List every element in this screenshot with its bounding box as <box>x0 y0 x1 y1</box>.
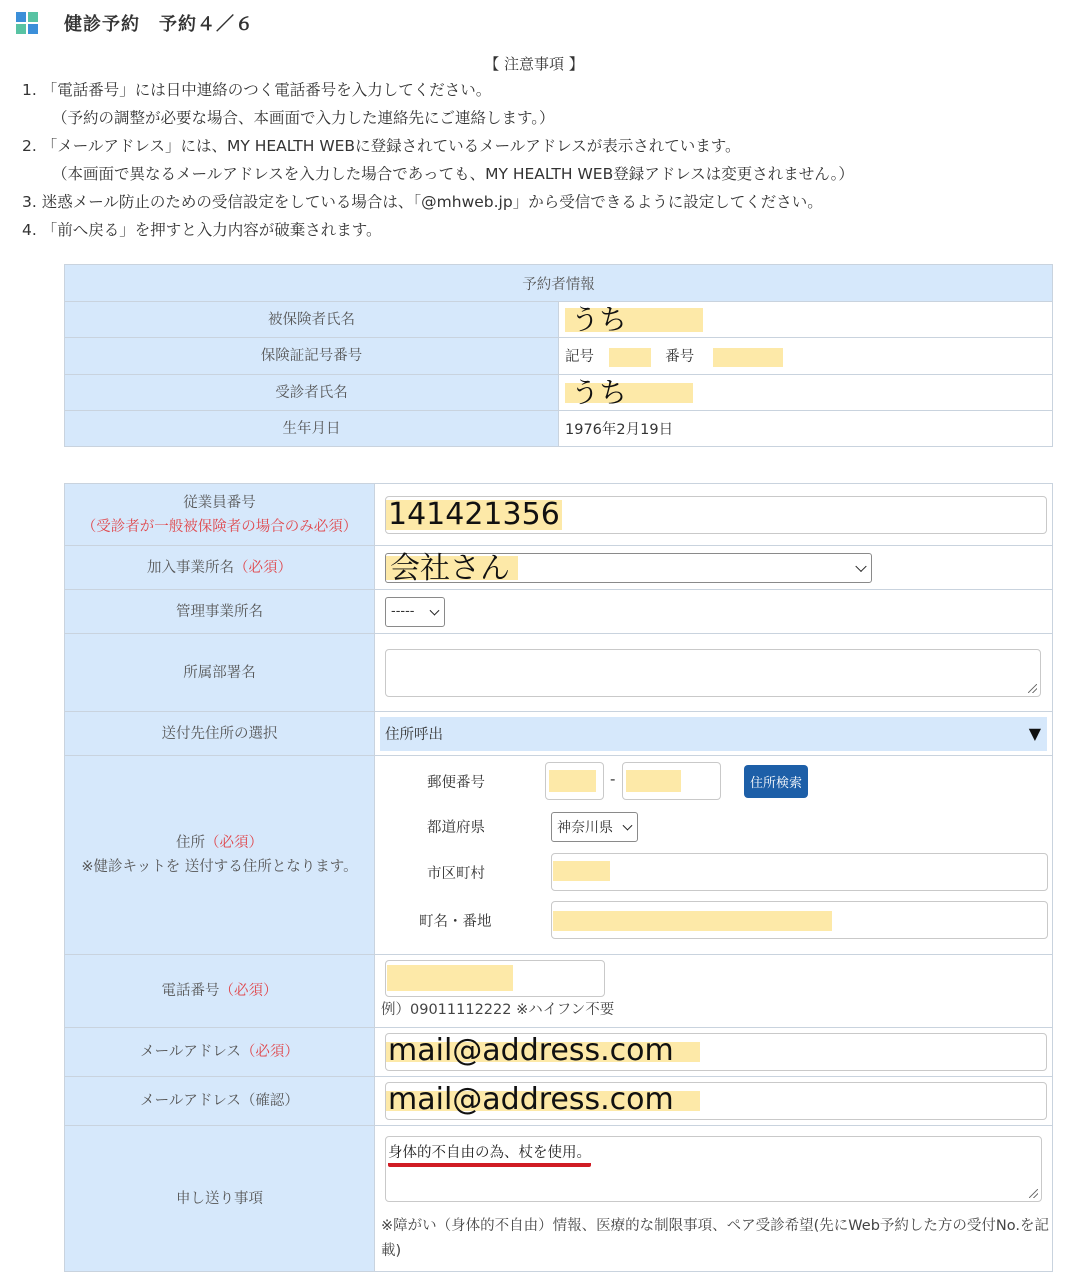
required-mark: （必須） <box>219 983 278 999</box>
phone-redaction <box>387 965 513 991</box>
card-number-value <box>559 338 1053 375</box>
resize-grip-icon[interactable] <box>1029 1189 1038 1198</box>
message-hint: ※障がい（身体的不自由）情報、医療的な制限事項、ペア受診希望(先にWeb予約した方の受付No.を記載) <box>381 1218 1049 1259</box>
mgmt-office-select-value: ----- <box>391 604 415 619</box>
employee-no-text: 141421356 <box>388 496 560 532</box>
chevron-down-icon <box>430 605 440 615</box>
reserver-info-table <box>64 264 1053 447</box>
phone-hint: 例）09011112222 ※ハイフン不要 <box>381 1002 615 1018</box>
email-confirm-input-value: mail@address.com <box>386 1091 700 1111</box>
triangle-down-icon: ▼ <box>1028 724 1041 743</box>
office-label-text: 加入事業所名 <box>147 559 234 576</box>
mgmt-office-select[interactable] <box>385 597 445 627</box>
office-label <box>65 546 375 590</box>
notice-list <box>22 76 1062 244</box>
notice-line: 4. 「前へ戻る」を押すと入力内容が破棄されます。 <box>22 221 382 239</box>
postal-second-redaction <box>626 770 681 792</box>
email-input[interactable] <box>385 1033 1047 1071</box>
page-header <box>16 10 254 36</box>
reservation-form-table <box>64 483 1053 1272</box>
notice-line: （予約の調整が必要な場合、本画面で入力した連絡先にご連絡します。） <box>52 109 555 127</box>
department-label: 所属部署名 <box>65 634 375 712</box>
section-title: 予約者情報 <box>65 265 1053 302</box>
prefecture-select-value: 神奈川県 <box>557 820 613 836</box>
card-symbol-redaction <box>609 348 651 367</box>
email-confirm-input[interactable] <box>385 1082 1047 1120</box>
email-label <box>65 1028 375 1077</box>
address-label <box>65 756 375 955</box>
insured-name-value <box>559 302 1053 338</box>
message-textarea[interactable] <box>385 1136 1042 1202</box>
birthdate-label: 生年月日 <box>65 411 559 447</box>
card-symbol-label: 記号 <box>565 349 594 366</box>
chevron-down-icon <box>623 821 633 831</box>
send-to-label: 送付先住所の選択 <box>65 712 375 756</box>
city-label: 市区町村 <box>427 865 485 882</box>
street-label: 町名・番地 <box>419 913 492 930</box>
insured-name-text: うち <box>565 308 703 332</box>
postal-code-second-input[interactable] <box>622 762 721 800</box>
message-text: 身体的不自由の為、杖を使用。 <box>388 1141 591 1167</box>
required-mark: （必須） <box>240 1044 299 1060</box>
message-label: 申し送り事項 <box>65 1126 375 1272</box>
phone-label-text: 電話番号 <box>161 983 220 999</box>
prefecture-label: 都道府県 <box>427 819 485 836</box>
card-number-sub-label: 番号 <box>665 349 695 366</box>
grid-logo-icon <box>16 12 38 34</box>
department-textarea[interactable] <box>385 649 1041 697</box>
street-input[interactable] <box>551 901 1048 939</box>
send-to-select-value: 住所呼出 <box>385 727 443 743</box>
employee-no-note: （受診者が一般被保険者の場合のみ必須） <box>81 518 358 535</box>
chevron-down-icon <box>855 560 866 571</box>
card-number-redaction <box>713 348 783 367</box>
resize-grip-icon[interactable] <box>1028 684 1037 693</box>
employee-no-input[interactable] <box>385 496 1047 534</box>
send-to-select[interactable] <box>380 717 1047 751</box>
prefecture-select[interactable] <box>551 812 638 842</box>
phone-input[interactable] <box>385 960 605 997</box>
postal-first-redaction <box>549 770 596 792</box>
birthdate-value: 1976年2月19日 <box>559 411 1053 447</box>
notice-line: （本画面で異なるメールアドレスを入力した場合であっても、MY HEALTH WEB登録アドレスは変更されません。） <box>52 165 854 183</box>
postal-code-first-input[interactable] <box>545 762 604 800</box>
address-search-button[interactable]: 住所検索 <box>744 765 808 798</box>
phone-label <box>65 955 375 1028</box>
email-input-value: mail@address.com <box>386 1042 700 1062</box>
employee-no-label <box>65 484 375 546</box>
employee-no-label-text: 従業員番号 <box>183 494 256 511</box>
office-select-value: 会社さん <box>386 556 518 580</box>
office-select[interactable] <box>385 550 872 586</box>
city-redaction <box>553 861 610 881</box>
email-label-text: メールアドレス <box>140 1044 241 1060</box>
mgmt-office-label: 管理事業所名 <box>65 590 375 634</box>
examinee-name-text: うち <box>565 383 693 403</box>
address-label-text: 住所 <box>176 835 205 851</box>
examinee-name-label: 受診者氏名 <box>65 375 559 411</box>
page-title: 健診予約 予約４／６ <box>64 14 254 35</box>
street-redaction <box>553 911 832 931</box>
notice-line: 2. 「メールアドレス」には、MY HEALTH WEBに登録されているメールアドレスが表示されています。 <box>22 137 741 155</box>
notice-line: 3. 迷惑メール防止のための受信設定をしている場合は、「@mhweb.jp」から受信できるように設定してください。 <box>22 193 823 211</box>
card-number-label: 保険証記号番号 <box>65 338 559 375</box>
notice-line: 1. 「電話番号」には日中連絡のつく電話番号を入力してください。 <box>22 81 492 99</box>
email-confirm-label: メールアドレス（確認） <box>65 1077 375 1126</box>
postal-separator: - <box>610 770 616 788</box>
notice-heading: 【 注意事項 】 <box>484 55 584 73</box>
city-input[interactable] <box>551 853 1048 891</box>
examinee-name-value <box>559 375 1053 411</box>
required-mark: （必須） <box>205 835 263 851</box>
address-block <box>375 756 1053 955</box>
insured-name-label: 被保険者氏名 <box>65 302 559 338</box>
required-mark: （必須） <box>234 559 292 576</box>
postal-label: 郵便番号 <box>427 774 485 791</box>
address-note: ※健診キットを 送付する住所となります。 <box>81 859 358 875</box>
